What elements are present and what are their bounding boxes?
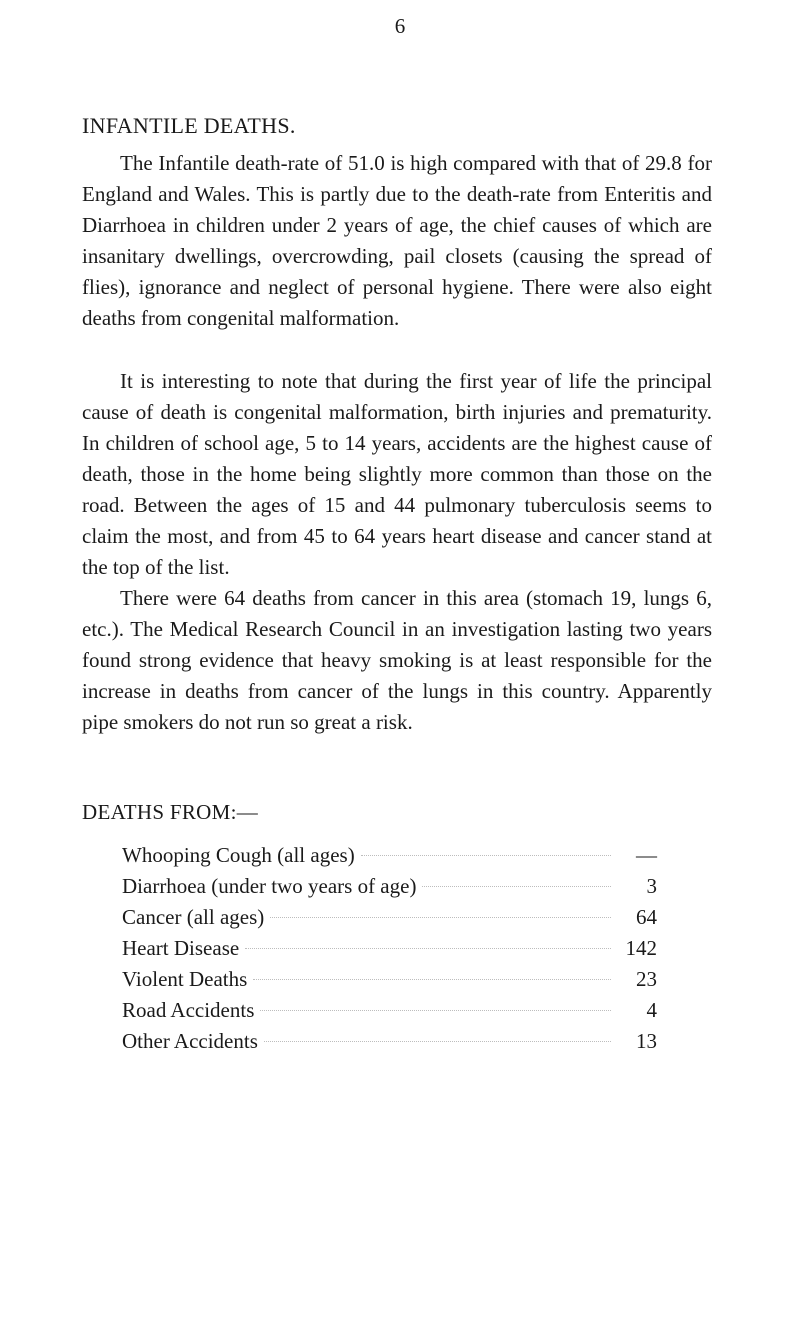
deaths-label: Other Accidents <box>122 1029 258 1053</box>
deaths-label: Diarrhoea (under two years of age) <box>122 874 417 898</box>
deaths-value: 142 <box>625 936 657 960</box>
section-heading: INFANTILE DEATHS. <box>82 113 296 138</box>
deaths-row-diarrhoea <box>122 871 657 902</box>
dot-leader <box>422 886 611 887</box>
deaths-row-other-accidents <box>122 1026 657 1057</box>
page-number: 6 <box>394 14 406 38</box>
dot-leader <box>270 917 611 918</box>
deaths-value: 4 <box>646 998 657 1022</box>
deaths-from-heading: DEATHS FROM:— <box>82 800 259 824</box>
dot-leader <box>361 855 611 856</box>
deaths-row-violent-deaths <box>122 964 657 995</box>
dot-leader <box>245 948 611 949</box>
deaths-label: Violent Deaths <box>122 967 248 991</box>
deaths-value: 23 <box>636 967 657 991</box>
deaths-row-whooping-cough <box>122 840 657 871</box>
deaths-list <box>122 840 657 1057</box>
deaths-label: Heart Disease <box>122 936 240 960</box>
paragraph-causes-by-age: It is interesting to note that during the first year of life the principal cause of death is congenital malformation, birth injuries and prematurity. In children of school age, 5 to 14 years, accidents are the highest cause of death, those in the home being slightly more common than those on the road. Between the ages of 15 and 44 pulmonary tuberculosis seems to claim the most, and from 45 to 64 years heart disease and cancer stand at the top of the list. <box>82 369 712 579</box>
deaths-value: 13 <box>636 1029 657 1053</box>
deaths-value: 64 <box>636 905 657 929</box>
deaths-row-heart-disease <box>122 933 657 964</box>
deaths-label: Road Accidents <box>122 998 255 1022</box>
paragraph-infantile-death-rate: The Infantile death-rate of 51.0 is high compared with that of 29.8 for England and Wales. This is partly due to the death-rate from Enteritis and Diarrhoea in children under 2 years of age, the chief causes of which are insanitary dwellings, overcrowding, pail closets (causing the spread of flies), ignorance and neglect of personal hygiene. There were also eight deaths from congenital malformation. <box>82 151 712 330</box>
deaths-value: 3 <box>646 874 657 898</box>
paragraph-cancer-deaths: There were 64 deaths from cancer in this area (stomach 19, lungs 6, etc.). The Medical Research Council in an investigation lasting two years found strong evidence that heavy smoking is at least responsible for the increase in deaths from cancer of the lungs in this country. Apparently pipe smokers do not run so great a risk. <box>82 586 712 734</box>
deaths-value: — <box>636 843 657 867</box>
deaths-row-road-accidents <box>122 995 657 1026</box>
deaths-label: Cancer (all ages) <box>122 905 265 929</box>
dot-leader <box>253 979 611 980</box>
dot-leader <box>264 1041 611 1042</box>
deaths-row-cancer <box>122 902 657 933</box>
dot-leader <box>260 1010 611 1011</box>
deaths-label: Whooping Cough (all ages) <box>122 843 355 867</box>
